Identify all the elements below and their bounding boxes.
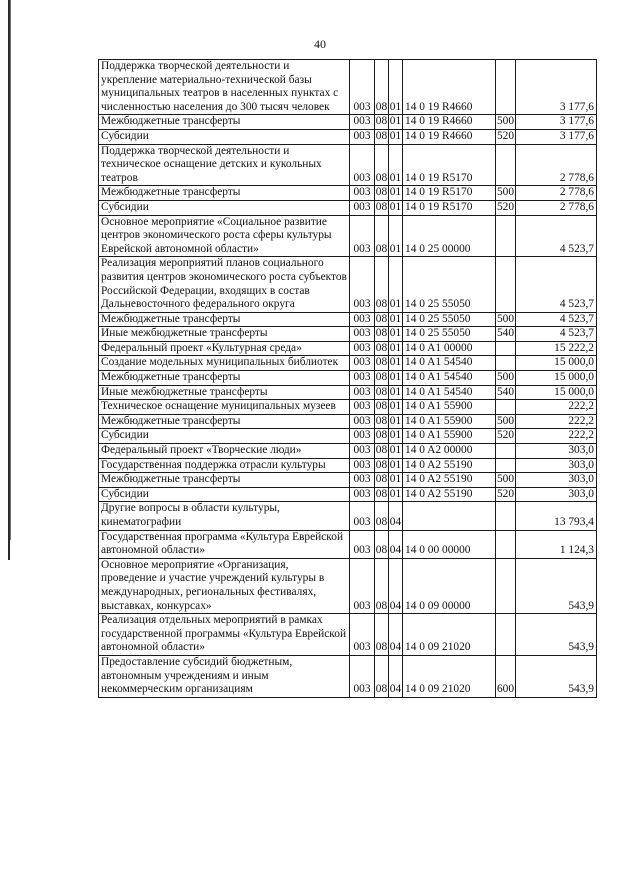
row-ministry-code: 003 [350,458,375,473]
row-ministry-code: 003 [350,558,375,613]
row-amount: 303,0 [516,487,597,502]
row-name: Федеральный проект «Творческие люди» [99,444,350,459]
row-ministry-code: 003 [350,414,375,429]
row-name: Субсидии [99,200,350,215]
row-expense-type [496,458,516,473]
row-subsection-code: 01 [389,473,403,488]
table-row [99,530,597,558]
row-target-code: 14 0 09 21020 [403,614,496,656]
row-target-code: 14 0 A1 54540 [403,371,496,386]
row-name: Межбюджетные трансферты [99,115,350,130]
row-name: Межбюджетные трансферты [99,186,350,201]
row-amount: 15 000,0 [516,356,597,371]
row-section-code: 08 [375,444,389,459]
row-expense-type [496,215,516,257]
row-expense-type: 500 [496,115,516,130]
row-target-code: 14 0 A1 54540 [403,356,496,371]
row-subsection-code: 01 [389,60,403,115]
row-target-code: 14 0 A2 55190 [403,473,496,488]
row-name: Реализация мероприятий планов социального развития центров экономического роста субъектов Российской Федерации, входящих в состав Дальневосточного федерального округа [99,257,350,312]
row-ministry-code: 003 [350,327,375,342]
page-number: 40 [314,37,326,51]
row-subsection-code: 04 [389,558,403,613]
row-target-code: 14 0 A1 55900 [403,414,496,429]
row-expense-type: 500 [496,414,516,429]
row-amount: 15 000,0 [516,385,597,400]
row-ministry-code: 003 [350,487,375,502]
row-target-code: 14 0 A1 54540 [403,385,496,400]
row-expense-type [496,341,516,356]
row-section-code: 08 [375,385,389,400]
table-row [99,414,597,429]
row-ministry-code: 003 [350,312,375,327]
row-name: Поддержка творческой деятельности и техническое оснащение детских и кукольных театров [99,144,350,186]
row-amount: 3 177,6 [516,115,597,130]
row-expense-type [496,356,516,371]
row-amount: 2 778,6 [516,186,597,201]
row-name: Государственная поддержка отрасли культуры [99,458,350,473]
row-section-code: 08 [375,327,389,342]
row-amount: 3 177,6 [516,129,597,144]
row-target-code: 14 0 19 R5170 [403,200,496,215]
row-ministry-code: 003 [350,502,375,530]
row-expense-type: 500 [496,312,516,327]
row-target-code: 14 0 A1 55900 [403,400,496,415]
row-amount: 4 523,7 [516,215,597,257]
row-ministry-code: 003 [350,200,375,215]
row-amount: 4 523,7 [516,257,597,312]
row-expense-type: 500 [496,371,516,386]
row-name: Иные межбюджетные трансферты [99,385,350,400]
row-amount: 543,9 [516,655,597,697]
row-amount: 4 523,7 [516,327,597,342]
row-amount: 15 222,2 [516,341,597,356]
row-section-code: 08 [375,614,389,656]
row-section-code: 08 [375,129,389,144]
row-expense-type: 540 [496,327,516,342]
row-section-code: 08 [375,414,389,429]
row-subsection-code: 01 [389,385,403,400]
row-expense-type: 520 [496,487,516,502]
row-section-code: 08 [375,215,389,257]
table-row [99,327,597,342]
row-section-code: 08 [375,257,389,312]
row-amount: 303,0 [516,444,597,459]
row-section-code: 08 [375,312,389,327]
row-subsection-code: 04 [389,530,403,558]
row-expense-type: 520 [496,429,516,444]
row-name: Межбюджетные трансферты [99,473,350,488]
row-ministry-code: 003 [350,60,375,115]
row-expense-type [496,400,516,415]
row-ministry-code: 003 [350,473,375,488]
row-name: Техническое оснащение муниципальных музеев [99,400,350,415]
row-subsection-code: 01 [389,257,403,312]
row-amount: 3 177,6 [516,60,597,115]
row-name: Субсидии [99,429,350,444]
row-name: Основное мероприятие «Социальное развитие центров экономического роста сферы культуры Еврейской автономной области» [99,215,350,257]
row-ministry-code: 003 [350,400,375,415]
row-expense-type [496,60,516,115]
row-ministry-code: 003 [350,385,375,400]
row-subsection-code: 01 [389,341,403,356]
row-subsection-code: 01 [389,444,403,459]
row-target-code: 14 0 09 21020 [403,655,496,697]
row-expense-type [496,558,516,613]
row-amount: 15 000,0 [516,371,597,386]
row-subsection-code: 01 [389,200,403,215]
scan-edge-line-secondary [10,0,11,540]
row-ministry-code: 003 [350,115,375,130]
row-amount: 303,0 [516,473,597,488]
row-subsection-code: 01 [389,129,403,144]
row-ministry-code: 003 [350,129,375,144]
row-expense-type [496,444,516,459]
row-target-code: 14 0 19 R5170 [403,144,496,186]
table-row [99,558,597,613]
row-section-code: 08 [375,200,389,215]
row-subsection-code: 01 [389,144,403,186]
row-section-code: 08 [375,371,389,386]
row-amount: 2 778,6 [516,200,597,215]
row-name: Реализация отдельных мероприятий в рамках государственной программы «Культура Еврейской автономной области» [99,614,350,656]
row-amount: 222,2 [516,414,597,429]
table-row [99,473,597,488]
row-amount: 13 793,4 [516,502,597,530]
row-name: Межбюджетные трансферты [99,371,350,386]
row-subsection-code: 01 [389,429,403,444]
row-target-code: 14 0 A2 55190 [403,458,496,473]
row-expense-type [496,144,516,186]
row-name: Основное мероприятие «Организация, проведение и участие учреждений культуры в международных, региональных фестивалях, выставках, конкурсах» [99,558,350,613]
row-expense-type [496,530,516,558]
row-amount: 1 124,3 [516,530,597,558]
table-row [99,371,597,386]
table-row [99,144,597,186]
row-section-code: 08 [375,502,389,530]
row-name: Межбюджетные трансферты [99,414,350,429]
row-expense-type [496,257,516,312]
row-subsection-code: 04 [389,614,403,656]
row-subsection-code: 01 [389,327,403,342]
row-target-code: 14 0 00 00000 [403,530,496,558]
row-expense-type: 520 [496,200,516,215]
row-target-code: 14 0 25 55050 [403,312,496,327]
row-expense-type [496,614,516,656]
table-row [99,458,597,473]
row-expense-type: 500 [496,186,516,201]
row-section-code: 08 [375,144,389,186]
row-name: Межбюджетные трансферты [99,312,350,327]
row-section-code: 08 [375,458,389,473]
row-expense-type: 500 [496,473,516,488]
table-row [99,312,597,327]
row-name: Поддержка творческой деятельности и укрепление материально-технической базы муниципальных театров в населенных пунктах с численностью населения до 300 тысяч человек [99,60,350,115]
row-subsection-code: 01 [389,312,403,327]
row-section-code: 08 [375,60,389,115]
table-row [99,186,597,201]
row-ministry-code: 003 [350,444,375,459]
row-name: Федеральный проект «Культурная среда» [99,341,350,356]
row-subsection-code: 01 [389,215,403,257]
row-target-code: 14 0 A1 55900 [403,429,496,444]
row-ministry-code: 003 [350,341,375,356]
table-row [99,429,597,444]
row-section-code: 08 [375,115,389,130]
row-name: Создание модельных муниципальных библиотек [99,356,350,371]
table-row [99,115,597,130]
table-row [99,215,597,257]
row-target-code: 14 0 25 00000 [403,215,496,257]
row-ministry-code: 003 [350,215,375,257]
row-target-code: 14 0 A2 00000 [403,444,496,459]
row-name: Другие вопросы в области культуры, кинематографии [99,502,350,530]
row-name: Субсидии [99,487,350,502]
table-row [99,356,597,371]
row-section-code: 08 [375,400,389,415]
row-ministry-code: 003 [350,614,375,656]
budget-table [98,59,597,698]
row-section-code: 08 [375,530,389,558]
row-name: Иные межбюджетные трансферты [99,327,350,342]
table-row [99,444,597,459]
row-subsection-code: 01 [389,371,403,386]
row-expense-type: 540 [496,385,516,400]
row-ministry-code: 003 [350,144,375,186]
row-target-code [403,502,496,530]
table-row [99,60,597,115]
row-subsection-code: 01 [389,400,403,415]
row-ministry-code: 003 [350,257,375,312]
table-row [99,614,597,656]
row-target-code: 14 0 19 R4660 [403,115,496,130]
row-subsection-code: 01 [389,186,403,201]
row-ministry-code: 003 [350,429,375,444]
row-target-code: 14 0 A2 55190 [403,487,496,502]
row-amount: 543,9 [516,558,597,613]
budget-table-body [99,60,597,698]
row-amount: 543,9 [516,614,597,656]
row-section-code: 08 [375,356,389,371]
row-target-code: 14 0 19 R4660 [403,60,496,115]
table-row [99,487,597,502]
table-row [99,502,597,530]
row-subsection-code: 01 [389,414,403,429]
table-row [99,385,597,400]
table-row [99,200,597,215]
row-name: Государственная программа «Культура Еврейской автономной области» [99,530,350,558]
row-subsection-code: 01 [389,487,403,502]
row-section-code: 08 [375,558,389,613]
row-subsection-code: 01 [389,458,403,473]
row-ministry-code: 003 [350,530,375,558]
row-amount: 2 778,6 [516,144,597,186]
row-subsection-code: 04 [389,655,403,697]
row-section-code: 08 [375,487,389,502]
table-row [99,129,597,144]
row-target-code: 14 0 19 R4660 [403,129,496,144]
row-subsection-code: 04 [389,502,403,530]
row-expense-type: 600 [496,655,516,697]
row-ministry-code: 003 [350,371,375,386]
row-section-code: 08 [375,186,389,201]
row-section-code: 08 [375,429,389,444]
row-target-code: 14 0 A1 00000 [403,341,496,356]
table-row [99,341,597,356]
row-subsection-code: 01 [389,356,403,371]
table-row [99,257,597,312]
row-target-code: 14 0 19 R5170 [403,186,496,201]
row-section-code: 08 [375,473,389,488]
row-ministry-code: 003 [350,655,375,697]
row-ministry-code: 003 [350,186,375,201]
table-row [99,655,597,697]
row-amount: 222,2 [516,429,597,444]
row-target-code: 14 0 25 55050 [403,327,496,342]
row-expense-type [496,502,516,530]
row-amount: 303,0 [516,458,597,473]
row-target-code: 14 0 25 55050 [403,257,496,312]
row-amount: 4 523,7 [516,312,597,327]
row-name: Предоставление субсидий бюджетным, автономным учреждениям и иным некоммерческим организациям [99,655,350,697]
row-section-code: 08 [375,341,389,356]
row-expense-type: 520 [496,129,516,144]
table-row [99,400,597,415]
row-name: Субсидии [99,129,350,144]
row-amount: 222,2 [516,400,597,415]
row-subsection-code: 01 [389,115,403,130]
row-target-code: 14 0 09 00000 [403,558,496,613]
row-section-code: 08 [375,655,389,697]
row-ministry-code: 003 [350,356,375,371]
